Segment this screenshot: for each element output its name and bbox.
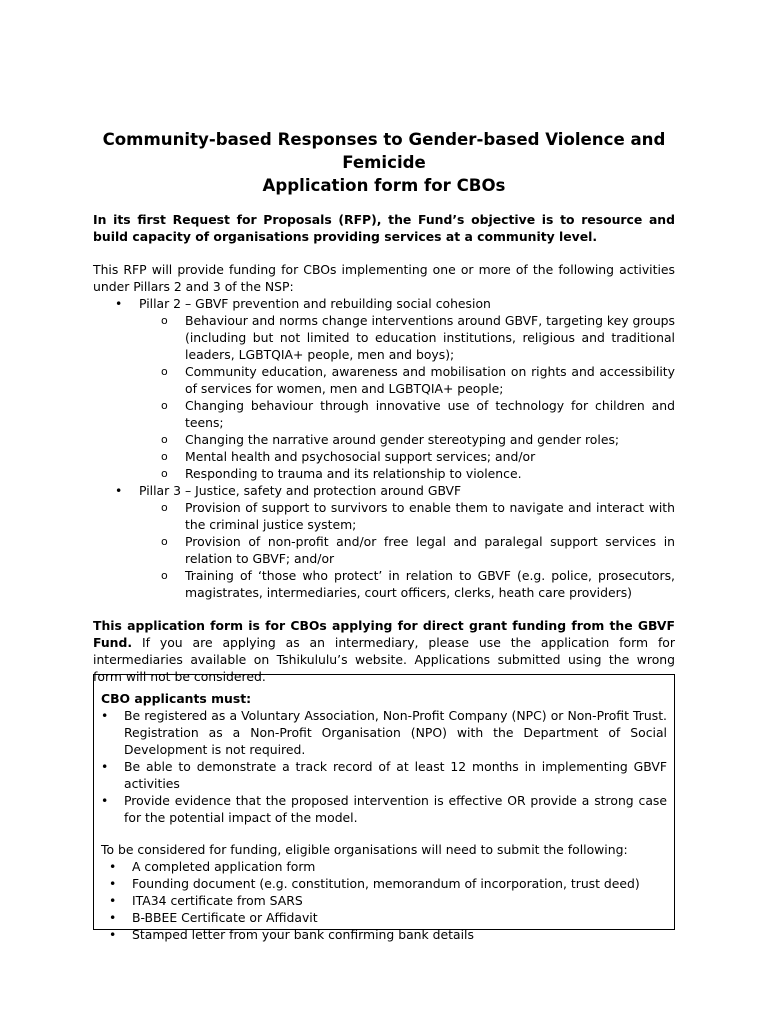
submit-intro: To be considered for funding, eligible organisations will need to submit the following: bbox=[101, 842, 628, 857]
sub-item-text: Behaviour and norms change interventions around GBVF, targeting key groups (including but not limited to education institutions, religious and traditional leaders, LGBTQIA+ people, men and boys); bbox=[185, 313, 675, 362]
bullet-icon: • bbox=[115, 296, 123, 311]
bullet-icon: • bbox=[101, 793, 109, 808]
pillar-label: Pillar 3 – Justice, safety and protection around GBVF bbox=[139, 483, 462, 498]
requirement-text: Provide evidence that the proposed intervention is effective OR provide a strong case for the potential impact of the model. bbox=[124, 793, 667, 825]
intro-paragraph: In its first Request for Proposals (RFP), the Fund’s objective is to resource and build capacity of organisations providing services at a community level. bbox=[93, 212, 675, 244]
sub-bullet-icon: o bbox=[161, 501, 168, 514]
document-item bbox=[101, 875, 667, 892]
document-item bbox=[101, 892, 667, 909]
sub-bullet-icon: o bbox=[161, 365, 168, 378]
requirement-item bbox=[101, 792, 667, 826]
sub-item-text: Training of ‘those who protect’ in relation to GBVF (e.g. police, prosecutors, magistrates, intermediaries, court officers, clerks, heath care providers) bbox=[185, 568, 675, 600]
document-text: ITA34 certificate from SARS bbox=[132, 893, 303, 908]
document-text: A completed application form bbox=[132, 859, 316, 874]
sub-bullet-icon: o bbox=[161, 314, 168, 327]
sub-item-text: Community education, awareness and mobilisation on rights and accessibility of services for women, men and LGBTQIA+ people; bbox=[185, 364, 675, 396]
sub-item-text: Changing the narrative around gender stereotyping and gender roles; bbox=[185, 432, 620, 447]
sub-list-item bbox=[93, 533, 675, 567]
sub-bullet-icon: o bbox=[161, 433, 168, 446]
sub-bullet-icon: o bbox=[161, 467, 168, 480]
sub-item-text: Changing behaviour through innovative use of technology for children and teens; bbox=[185, 398, 675, 430]
sub-bullet-icon: o bbox=[161, 450, 168, 463]
sub-item-text: Responding to trauma and its relationship to violence. bbox=[185, 466, 522, 481]
rfp-paragraph: This RFP will provide funding for CBOs implementing one or more of the following activities under Pillars 2 and 3 of the NSP: bbox=[93, 262, 675, 294]
document-item bbox=[101, 858, 667, 875]
requirement-text: Be registered as a Voluntary Association, Non-Profit Company (NPC) or Non-Profit Trust. Registration as a Non-Profit Organisation (NPO) with the Department of Social Development is not required. bbox=[124, 708, 667, 757]
bullet-icon: • bbox=[109, 859, 117, 874]
grant-rest-text: If you are applying as an intermediary, please use the application form for intermediaries available on Tshikululu’s website. Applications submitted using the wrong form will not be considered. bbox=[93, 635, 675, 684]
document-title bbox=[93, 128, 675, 197]
sub-bullet-icon: o bbox=[161, 535, 168, 548]
title-line-1: Community-based Responses to Gender-based Violence and bbox=[102, 130, 666, 149]
title-line-3: Application form for CBOs bbox=[262, 176, 506, 195]
document-text: B-BBEE Certificate or Affidavit bbox=[132, 910, 318, 925]
bullet-icon: • bbox=[115, 483, 123, 498]
sub-list-item bbox=[93, 448, 675, 465]
grant-bold-text: This application form is for CBOs applying for direct grant funding from the GBVF Fund. bbox=[93, 618, 675, 650]
sub-list-item bbox=[93, 363, 675, 397]
bullet-icon: • bbox=[109, 893, 117, 908]
requirement-item bbox=[101, 758, 667, 792]
document-text: Stamped letter from your bank confirming bank details bbox=[132, 927, 474, 942]
bullet-icon: • bbox=[109, 927, 117, 942]
sub-list-item bbox=[93, 312, 675, 363]
box-heading: CBO applicants must: bbox=[101, 691, 252, 706]
document-page bbox=[93, 128, 675, 685]
document-item bbox=[101, 909, 667, 926]
pillar-list bbox=[93, 295, 675, 601]
title-line-2: Femicide bbox=[342, 153, 426, 172]
sub-bullet-icon: o bbox=[161, 569, 168, 582]
bullet-icon: • bbox=[101, 759, 109, 774]
sub-bullet-icon: o bbox=[161, 399, 168, 412]
pillar-item bbox=[93, 482, 675, 499]
sub-list-item bbox=[93, 397, 675, 431]
document-text: Founding document (e.g. constitution, memorandum of incorporation, trust deed) bbox=[132, 876, 640, 891]
document-item bbox=[101, 926, 667, 943]
sub-item-text: Provision of non-profit and/or free legal and paralegal support services in relation to GBVF; and/or bbox=[185, 534, 675, 566]
requirement-text: Be able to demonstrate a track record of at least 12 months in implementing GBVF activities bbox=[124, 759, 667, 791]
sub-list-item bbox=[93, 567, 675, 601]
bullet-icon: • bbox=[109, 910, 117, 925]
eligibility-box bbox=[93, 674, 675, 942]
sub-item-text: Provision of support to survivors to enable them to navigate and interact with the criminal justice system; bbox=[185, 500, 675, 532]
bullet-icon: • bbox=[109, 876, 117, 891]
bullet-icon: • bbox=[101, 708, 109, 723]
sub-list-item bbox=[93, 499, 675, 533]
sub-item-text: Mental health and psychosocial support services; and/or bbox=[185, 449, 536, 464]
sub-list-item bbox=[93, 431, 675, 448]
requirement-item bbox=[101, 707, 667, 758]
pillar-item bbox=[93, 295, 675, 312]
pillar-label: Pillar 2 – GBVF prevention and rebuilding social cohesion bbox=[139, 296, 491, 311]
sub-list-item bbox=[93, 465, 675, 482]
